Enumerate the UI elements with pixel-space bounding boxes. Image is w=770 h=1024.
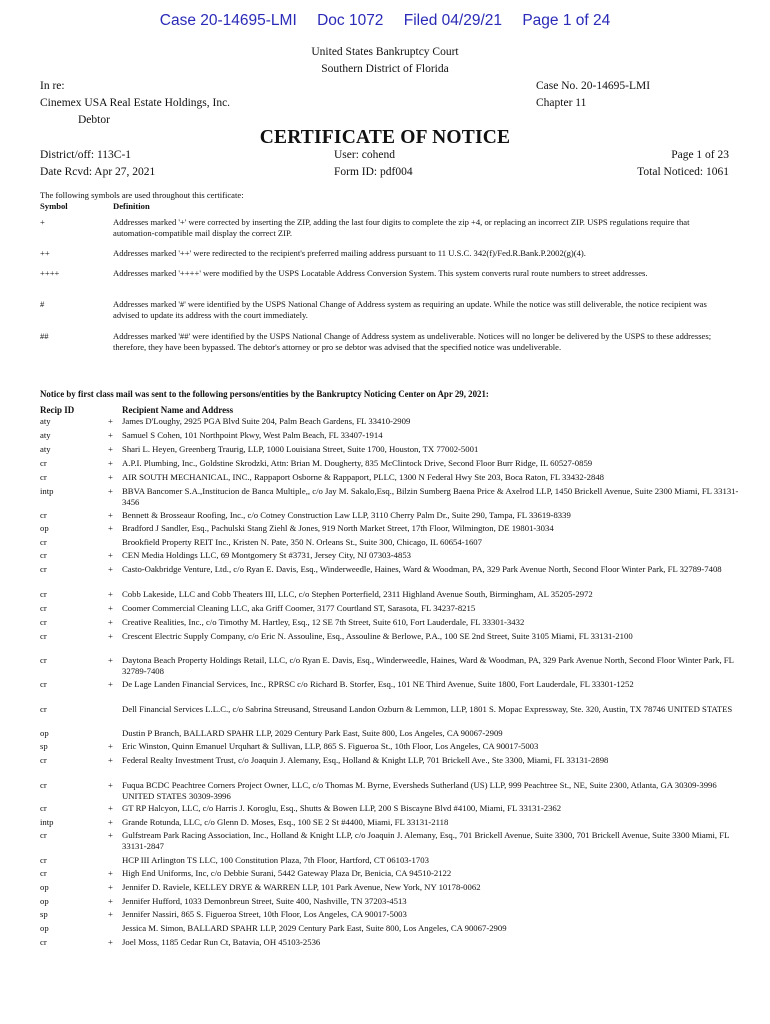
recipient-address: Samuel S Cohen, 101 Northpoint Pkwy, West Palm Beach, FL 33407-1914: [122, 430, 383, 440]
recipient-type: cr: [40, 937, 47, 947]
symbol-definition: Addresses marked '++' were redirected to the recipient's preferred mailing address pursuant to 11 U.S.C. 342(f)/Fed.R.Bank.P.2002(g)(4).: [113, 248, 586, 258]
recipient-type: cr: [40, 537, 47, 547]
recipient-mark: +: [108, 868, 113, 878]
cert-page: Page 1 of 23: [671, 149, 729, 161]
recipient-mark: +: [108, 817, 113, 827]
stamp-doc: Doc 1072: [317, 12, 384, 29]
in-re-label: In re:: [40, 80, 65, 92]
recipient-type: sp: [40, 909, 48, 919]
recipient-mark: +: [108, 896, 113, 906]
recipient-mark: +: [108, 803, 113, 813]
recipient-address: Shari L. Heyen, Greenberg Traurig, LLP, 1000 Louisiana Street, Suite 1700, Houston, TX 77002-5001: [122, 444, 479, 454]
recipient-address: Coomer Commercial Cleaning LLC, aka Griff Coomer, 3177 Courtland ST, Sarasota, FL 34237-8215: [122, 603, 476, 613]
recipient-address: Bradford J Sandler, Esq., Pachulski Stang Ziehl & Jones, 919 North Market Street, 17th Floor, Wilmington, DE 19801-3034: [122, 523, 554, 533]
recipient-address: Grande Rotunda, LLC, c/o Glenn D. Moses, Esq., 100 SE 2 St #4400, Miami, FL 33131-2118: [122, 817, 449, 827]
recipient-address: Jennifer D. Raviele, KELLEY DRYE & WARREN LLP, 101 Park Avenue, New York, NY 10178-0062: [122, 882, 481, 892]
recipient-mark: +: [108, 430, 113, 440]
symbol-mark: #: [40, 299, 45, 309]
symbol-definition: Addresses marked '##' were identified by the USPS National Change of Address system as undeliverable. Notices will no longer be delivered by the USPS to these addresses; therefore, they have been bypassed. The debtor's attorney or pro se debtor was advised that the specified notice was undeliverable.: [113, 331, 712, 352]
recipient-type: cr: [40, 510, 47, 520]
recipient-type: aty: [40, 430, 51, 440]
recipient-mark: +: [108, 589, 113, 599]
court-name: [0, 44, 770, 78]
symbol-mark: ++: [40, 248, 50, 258]
recipient-address: Dell Financial Services L.L.C., c/o Sabrina Streusand, Streusand Landon Ozburn & Lemmon, LLP, 1801 S. Mopac Expressway, Ste. 320, Austin, TX 78746 UNITED STATES: [122, 704, 733, 714]
recipient-mark: +: [108, 564, 113, 574]
recipient-mark: +: [108, 416, 113, 426]
recipient-mark: +: [108, 550, 113, 560]
recipient-type: cr: [40, 617, 47, 627]
recipient-address: Brookfield Property REIT Inc., Kristen N. Pate, 350 N. Orleans St., Suite 300, Chicago, IL 60654-1607: [122, 537, 482, 547]
recipient-address: James D'Loughy, 2925 PGA Blvd Suite 204, Palm Beach Gardens, FL 33410-2909: [122, 416, 411, 426]
recipient-mark: +: [108, 937, 113, 947]
recipients-header-id: Recip ID: [40, 405, 75, 415]
recipient-type: aty: [40, 444, 51, 454]
chapter: Chapter 11: [536, 97, 587, 109]
case-stamp: [0, 12, 770, 30]
stamp-filed: Filed 04/29/21: [403, 12, 502, 29]
recipient-type: aty: [40, 416, 51, 426]
recipient-type: cr: [40, 550, 47, 560]
recipient-type: op: [40, 923, 49, 933]
recipient-mark: +: [108, 617, 113, 627]
debtor-label: Debtor: [78, 114, 110, 126]
recipient-address: Daytona Beach Property Holdings Retail, LLC, c/o Ryan E. Davis, Esq., Winderweedle, Haines, Ward & Woodman, PA, 329 Park Avenue North, Second Floor Winter Park, FL 32789-7408: [122, 655, 734, 677]
notice-heading: Notice by first class mail was sent to the following persons/entities by the Bankruptcy Noticing Center on Apr 29, 2021:: [40, 389, 489, 399]
form-id: Form ID: pdf004: [334, 166, 413, 178]
recipient-mark: +: [108, 458, 113, 468]
recipient-type: cr: [40, 803, 47, 813]
recipient-type: cr: [40, 564, 47, 574]
recipient-mark: +: [108, 603, 113, 613]
recipient-mark: +: [108, 523, 113, 533]
recipient-address: Jennifer Hufford, 1033 Demonbreun Street, Suite 400, Nashville, TN 37203-4513: [122, 896, 407, 906]
recipient-address: De Lage Landen Financial Services, Inc., RPRSC c/o Richard B. Storfer, Esq., 101 NE Third Avenue, Suite 1800, Fort Lauderdale, FL 33301-1252: [122, 679, 634, 689]
symbols-header-definition: Definition: [113, 201, 150, 211]
recipient-mark: +: [108, 882, 113, 892]
recipient-type: intp: [40, 817, 54, 827]
total-noticed: Total Noticed: 1061: [637, 166, 729, 178]
recipient-type: cr: [40, 631, 47, 641]
recipient-type: op: [40, 523, 49, 533]
symbol-definition: Addresses marked '++++' were modified by the USPS Locatable Address Conversion System. This system converts rural route numbers to street addresses.: [113, 268, 648, 278]
recipient-address: Jennifer Nassiri, 865 S. Figueroa Street, 10th Floor, Los Angeles, CA 90017-5003: [122, 909, 407, 919]
recipient-type: op: [40, 728, 49, 738]
recipient-address: Federal Realty Investment Trust, c/o Joaquin J. Alemany, Esq., Holland & Knight LLP, 701 Brickell Ave., Ste 3300, Miami, FL 33131-2898: [122, 755, 609, 765]
recipient-mark: +: [108, 444, 113, 454]
recipient-address: AIR SOUTH MECHANICAL, INC., Rappaport Osborne & Rappaport, PLLC, 1300 N Federal Hwy Ste 203, Boca Raton, FL 33432-2848: [122, 472, 605, 482]
recipient-type: cr: [40, 780, 47, 790]
court-line-2: Southern District of Florida: [321, 63, 449, 75]
recipient-address: CEN Media Holdings LLC, 69 Montgomery St #3731, Jersey City, NJ 07303-4853: [122, 550, 412, 560]
recipient-mark: +: [108, 510, 113, 520]
recipient-mark: +: [108, 780, 113, 790]
recipient-type: cr: [40, 655, 47, 665]
recipient-address: High End Uniforms, Inc, c/o Debbie Surani, 5442 Gateway Plaza Dr, Benicia, CA 94510-2122: [122, 868, 452, 878]
court-line-1: United States Bankruptcy Court: [311, 46, 459, 58]
user: User: cohend: [334, 149, 395, 161]
recipient-address: Bennett & Brosseaur Roofing, Inc., c/o Cotney Construction Law LLP, 3110 Cherry Palm Dr., Suite 290, Tampa, FL 33619-8339: [122, 510, 571, 520]
recipient-type: cr: [40, 589, 47, 599]
recipient-mark: +: [108, 472, 113, 482]
recipient-type: cr: [40, 472, 47, 482]
page-title: CERTIFICATE OF NOTICE: [259, 127, 511, 148]
stamp-page: Page 1 of 24: [522, 12, 611, 29]
symbol-mark: ##: [40, 331, 49, 341]
recipient-address: GT RP Halcyon, LLC, c/o Harris J. Koroglu, Esq., Shutts & Bowen LLP, 200 S Biscayne Blvd #4100, Miami, FL 33131-2362: [122, 803, 562, 813]
recipient-mark: +: [108, 679, 113, 689]
recipient-type: intp: [40, 486, 54, 496]
recipient-type: cr: [40, 855, 47, 865]
recipient-type: cr: [40, 868, 47, 878]
recipient-mark: +: [108, 655, 113, 665]
debtor-name: Cinemex USA Real Estate Holdings, Inc.: [40, 97, 231, 109]
recipient-mark: +: [108, 830, 113, 840]
recipient-address: Jessica M. Simon, BALLARD SPAHR LLP, 2029 Century Park East, Suite 800, Los Angeles, CA 90067-2909: [122, 923, 507, 933]
recipient-address: Cobb Lakeside, LLC and Cobb Theaters III, LLC, c/o Stephen Porterfield, 2311 Highland Avenue South, Birmingham, AL 35205-2972: [122, 589, 593, 599]
recipient-type: op: [40, 896, 49, 906]
recipient-type: cr: [40, 458, 47, 468]
recipient-mark: +: [108, 755, 113, 765]
recipient-mark: +: [108, 631, 113, 641]
recipient-address: Eric Winston, Quinn Emanuel Urquhart & Sullivan, LLP, 865 S. Figueroa St., 10th Floor, Los Angeles, CA 90017-5003: [122, 741, 539, 751]
district-office: District/off: 113C-1: [40, 149, 132, 161]
recipient-mark: +: [108, 486, 113, 496]
recipient-type: cr: [40, 679, 47, 689]
recipient-type: op: [40, 882, 49, 892]
symbols-header-symbol: Symbol: [40, 201, 68, 211]
date-received: Date Rcvd: Apr 27, 2021: [40, 166, 156, 178]
recipient-mark: +: [108, 909, 113, 919]
recipient-address: Creative Realities, Inc., c/o Timothy M. Hartley, Esq., 12 SE 7th Street, Suite 610, Fort Lauderdale, FL 33301-3432: [122, 617, 525, 627]
recipient-address: Crescent Electric Supply Company, c/o Eric N. Assouline, Esq., Assouline & Berlowe, P.A., 100 SE 2nd Street, Suite 3105 Miami, FL 33131-2100: [122, 631, 633, 641]
recipient-address: A.P.I. Plumbing, Inc., Goldstine Skrodzki, Attn: Brian M. Dougherty, 835 McClintock Drive, Second Floor Burr Ridge, IL 60527-0859: [122, 458, 593, 468]
recipient-type: cr: [40, 830, 47, 840]
symbol-definition: Addresses marked '+' were corrected by inserting the ZIP, adding the last four digits to complete the zip +4, or replacing an incorrect ZIP. USPS regulations require that automation-compatible mail display the correct ZIP.: [113, 217, 690, 238]
recipient-address: Joel Moss, 1185 Cedar Run Ct, Batavia, OH 45103-2536: [122, 937, 321, 947]
recipient-type: cr: [40, 704, 47, 714]
symbols-intro: The following symbols are used throughout this certificate:: [40, 190, 244, 200]
case-number: Case No. 20-14695-LMI: [536, 80, 651, 92]
recipient-mark: +: [108, 741, 113, 751]
recipient-address: HCP III Arlington TS LLC, 100 Constitution Plaza, 7th Floor, Hartford, CT 06103-1703: [122, 855, 429, 865]
recipient-address: BBVA Bancomer S.A.,Institucion de Banca Multiple,, c/o Jay M. Sakalo,Esq., Bilzin Sumberg Baena Price & Axelrod LLP, 1450 Brickell Avenue, Suite 2300 Miami, FL 33131-3456: [122, 486, 739, 508]
recipient-address: Gulfstream Park Racing Association, Inc., Holland & Knight LLP, c/o Joaquin J. Alemany, Esq., 701 Brickell Avenue, Suite 3300, 701 Brickell Avenue, Suite 3300 Miami, FL 33131-2847: [122, 830, 730, 852]
symbol-mark: +: [40, 217, 45, 227]
recipient-address: Dustin P Branch, BALLARD SPAHR LLP, 2029 Century Park East, Suite 800, Los Angeles, CA 90067-2909: [122, 728, 503, 738]
symbol-mark: ++++: [40, 268, 60, 278]
recipient-type: cr: [40, 603, 47, 613]
recipient-address: Casto-Oakbridge Venture, Ltd., c/o Ryan E. Davis, Esq., Winderweedle, Haines, Ward & Woodman, PA, 329 Park Avenue North, Second Floor Winter Park, FL 32789-7408: [122, 564, 722, 574]
recipient-address: Fuqua BCDC Peachtree Corners Project Owner, LLC, c/o Thomas M. Byrne, Eversheds Sutherland (US) LLP, 999 Peachtree St., NE, Suite 2300, Atlanta, GA 30309-3996 UNITED STATES 30309-3996: [122, 780, 717, 802]
symbol-definition: Addresses marked '#' were identified by the USPS National Change of Address system as requiring an update. While the notice was still deliverable, the notice recipient was advised to update its address with the court immediately.: [113, 299, 707, 320]
recipient-type: cr: [40, 755, 47, 765]
recipient-type: sp: [40, 741, 48, 751]
stamp-case: Case 20-14695-LMI: [159, 12, 297, 29]
recipients-header-name: Recipient Name and Address: [122, 405, 234, 415]
